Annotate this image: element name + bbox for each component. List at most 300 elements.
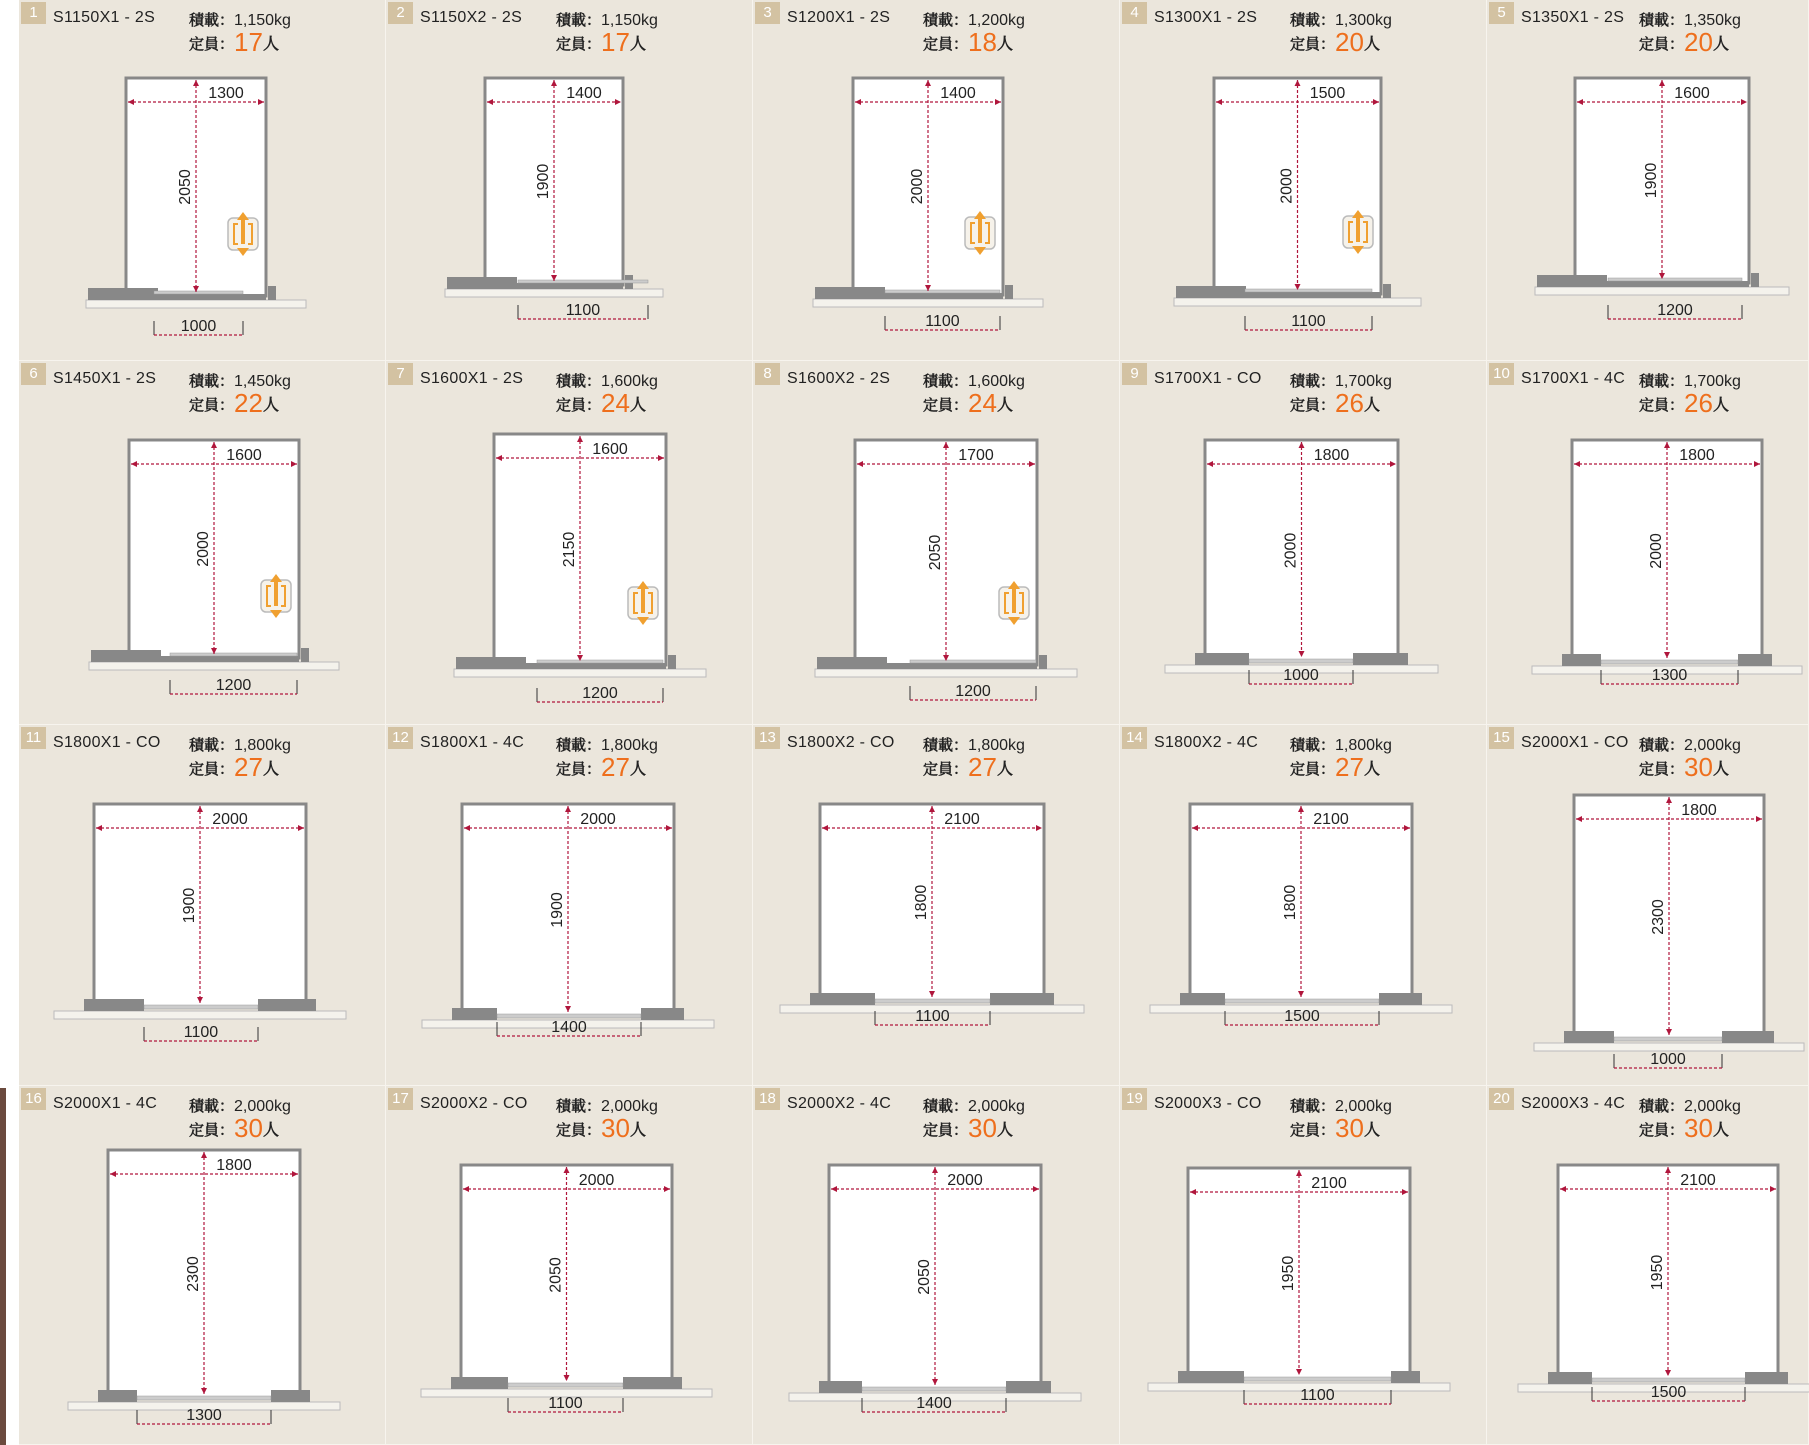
capacity-value: 27 bbox=[968, 752, 997, 782]
door-jamb-right bbox=[1005, 285, 1013, 299]
car-width-value: 1800 bbox=[1681, 802, 1717, 819]
model-code: S1700X1 - CO bbox=[1154, 370, 1262, 387]
door-jamb-right bbox=[668, 655, 676, 669]
load-value: 1,600kg bbox=[601, 373, 658, 390]
car-width-value: 2000 bbox=[578, 1172, 615, 1189]
car-floor-plan bbox=[386, 0, 753, 361]
load-label: 積載： bbox=[189, 11, 235, 29]
car-depth-value: 2050 bbox=[547, 1257, 565, 1293]
capacity-value: 30 bbox=[601, 1113, 630, 1143]
capacity-label: 定員： bbox=[1290, 396, 1336, 414]
car-floor-plan bbox=[386, 725, 753, 1086]
capacity-label: 定員： bbox=[923, 760, 969, 778]
model-code: S1450X1 - 2S bbox=[53, 370, 157, 387]
elevator-model-card bbox=[386, 361, 753, 725]
car-depth-value: 1950 bbox=[1280, 1255, 1297, 1292]
door-jamb-right bbox=[990, 993, 1054, 1005]
car-width-value: 1600 bbox=[592, 441, 628, 458]
load-label: 積載： bbox=[923, 11, 969, 29]
capacity-unit: 人 bbox=[996, 395, 1013, 414]
model-number-badge: 5 bbox=[1489, 2, 1514, 24]
model-number-badge: 1 bbox=[21, 2, 46, 24]
model-code: S1350X1 - 2S bbox=[1521, 9, 1625, 26]
door-open-arrow-icon bbox=[1343, 210, 1373, 254]
load-label: 積載： bbox=[1290, 1097, 1336, 1115]
door-jamb-right bbox=[623, 1377, 682, 1389]
capacity-label: 定員： bbox=[923, 1121, 969, 1139]
door-width-value: 1500 bbox=[1650, 1384, 1687, 1401]
door-width-value: 1100 bbox=[1300, 1387, 1335, 1404]
capacity-unit: 人 bbox=[1712, 1120, 1729, 1139]
car-width-value: 1600 bbox=[226, 447, 262, 464]
capacity-unit: 人 bbox=[1712, 759, 1729, 778]
car-width-value: 1700 bbox=[958, 447, 994, 464]
door-frame-bottom bbox=[815, 293, 1003, 299]
model-code: S1800X2 - 4C bbox=[1154, 734, 1259, 751]
load-label: 積載： bbox=[556, 372, 602, 390]
door-jamb-right bbox=[1738, 654, 1772, 666]
capacity-unit: 人 bbox=[262, 34, 279, 53]
door-panel bbox=[1225, 999, 1379, 1003]
car-floor-plan bbox=[386, 1086, 753, 1445]
door-jamb-left bbox=[1564, 1031, 1614, 1043]
elevator-model-card bbox=[753, 1086, 1120, 1445]
capacity-unit: 人 bbox=[629, 34, 646, 53]
model-code: S1800X2 - CO bbox=[787, 734, 895, 751]
elevator-model-card bbox=[1120, 725, 1487, 1086]
load-value: 1,600kg bbox=[968, 373, 1025, 390]
model-code: S1800X1 - 4C bbox=[420, 734, 525, 751]
elevator-model-card bbox=[386, 0, 753, 361]
door-panel bbox=[170, 653, 297, 656]
car-depth-value: 1900 bbox=[181, 887, 198, 924]
car-floor-plan bbox=[753, 361, 1120, 725]
door-panel bbox=[1608, 278, 1742, 281]
door-open-arrow-icon bbox=[965, 211, 995, 255]
landing-sill bbox=[454, 669, 706, 677]
door-jamb-right bbox=[1006, 1381, 1051, 1393]
car-floor-plan bbox=[19, 0, 386, 361]
door-width-value: 1100 bbox=[1291, 313, 1326, 330]
car-depth-value: 1800 bbox=[913, 884, 930, 921]
door-panel bbox=[1244, 1377, 1391, 1381]
car-width-value: 1500 bbox=[1309, 85, 1346, 102]
elevator-model-card bbox=[1120, 0, 1487, 361]
door-width-value: 1100 bbox=[925, 313, 960, 330]
model-code: S1600X2 - 2S bbox=[787, 370, 891, 387]
load-value: 2,000kg bbox=[1335, 1098, 1392, 1115]
load-label: 積載： bbox=[923, 736, 969, 754]
car-depth-value: 2050 bbox=[927, 534, 944, 571]
elevator-model-card bbox=[1487, 725, 1809, 1086]
landing-sill bbox=[813, 299, 1043, 307]
car-depth-value: 2000 bbox=[1278, 168, 1296, 204]
door-jamb-right bbox=[1391, 1371, 1420, 1383]
car-width-value: 2100 bbox=[944, 811, 980, 828]
capacity-label: 定員： bbox=[1290, 760, 1336, 778]
elevator-spec-grid bbox=[19, 0, 1809, 1445]
car-depth-value: 1900 bbox=[535, 163, 552, 200]
door-jamb-right bbox=[1353, 653, 1408, 665]
model-number-badge: 8 bbox=[755, 363, 780, 385]
door-panel bbox=[875, 999, 990, 1003]
load-label: 積載： bbox=[1639, 372, 1685, 390]
door-open-arrow-icon bbox=[999, 581, 1029, 625]
load-value: 1,800kg bbox=[968, 737, 1025, 754]
car-floor-plan bbox=[1487, 0, 1809, 361]
door-width-value: 1000 bbox=[180, 318, 217, 335]
car-depth-value: 1900 bbox=[549, 892, 566, 928]
model-number-badge: 20 bbox=[1489, 1088, 1514, 1110]
car-floor-plan bbox=[19, 1086, 386, 1445]
elevator-model-card bbox=[1487, 1086, 1809, 1445]
car-width-value: 2000 bbox=[947, 1172, 983, 1189]
car-depth-value: 2150 bbox=[561, 531, 578, 568]
car-floor-plan bbox=[1487, 361, 1809, 725]
model-number-badge: 16 bbox=[21, 1088, 46, 1110]
capacity-label: 定員： bbox=[189, 1121, 235, 1139]
door-panel bbox=[1249, 659, 1353, 663]
model-number-badge: 7 bbox=[388, 363, 413, 385]
car-depth-value: 2000 bbox=[195, 531, 212, 567]
car-floor-plan bbox=[1487, 1086, 1809, 1445]
door-jamb-left bbox=[810, 993, 875, 1005]
model-number-badge: 13 bbox=[755, 727, 780, 749]
load-label: 積載： bbox=[189, 372, 235, 390]
capacity-unit: 人 bbox=[1363, 34, 1380, 53]
landing-sill bbox=[1148, 1383, 1450, 1391]
model-code: S1200X1 - 2S bbox=[787, 9, 891, 26]
door-jamb-right bbox=[301, 648, 309, 662]
capacity-label: 定員： bbox=[189, 396, 235, 414]
capacity-label: 定員： bbox=[1290, 35, 1336, 53]
door-width-value: 1500 bbox=[1284, 1008, 1320, 1025]
elevator-model-card bbox=[386, 725, 753, 1086]
load-label: 積載： bbox=[189, 736, 235, 754]
door-frame-bottom bbox=[1537, 281, 1749, 287]
car-width-value: 2100 bbox=[1313, 811, 1349, 828]
landing-sill bbox=[445, 289, 663, 297]
model-code: S2000X2 - 4C bbox=[787, 1095, 892, 1112]
door-frame-bottom bbox=[456, 663, 666, 669]
capacity-label: 定員： bbox=[556, 1121, 602, 1139]
door-width-value: 1400 bbox=[551, 1019, 587, 1036]
door-frame-bottom bbox=[817, 663, 1037, 669]
door-jamb-left bbox=[1562, 654, 1601, 666]
model-code: S2000X3 - CO bbox=[1154, 1095, 1262, 1112]
elevator-model-card bbox=[1487, 0, 1809, 361]
capacity-value: 27 bbox=[234, 752, 263, 782]
car-depth-value: 1800 bbox=[1282, 884, 1299, 921]
door-width-value: 1200 bbox=[955, 683, 991, 700]
door-jamb-right bbox=[641, 1008, 684, 1020]
load-label: 積載： bbox=[1639, 11, 1685, 29]
door-open-arrow-icon bbox=[628, 581, 658, 625]
capacity-label: 定員： bbox=[1639, 1121, 1685, 1139]
car-width-value: 1800 bbox=[216, 1157, 252, 1174]
capacity-value: 27 bbox=[1335, 752, 1364, 782]
car-floor-plan bbox=[1120, 725, 1487, 1086]
model-number-badge: 19 bbox=[1122, 1088, 1147, 1110]
capacity-label: 定員： bbox=[189, 760, 235, 778]
door-jamb-left bbox=[1195, 653, 1249, 665]
capacity-value: 30 bbox=[234, 1113, 263, 1143]
load-label: 積載： bbox=[556, 11, 602, 29]
capacity-value: 30 bbox=[968, 1113, 997, 1143]
capacity-unit: 人 bbox=[1363, 1120, 1380, 1139]
model-number-badge: 14 bbox=[1122, 727, 1147, 749]
door-jamb-left bbox=[1178, 1371, 1244, 1383]
capacity-label: 定員： bbox=[923, 35, 969, 53]
elevator-model-card bbox=[386, 1086, 753, 1445]
load-value: 1,450kg bbox=[234, 373, 291, 390]
door-open-arrow-icon bbox=[261, 574, 291, 618]
load-value: 2,000kg bbox=[601, 1098, 658, 1115]
model-code: S1700X1 - 4C bbox=[1521, 370, 1626, 387]
door-jamb-left bbox=[1180, 993, 1225, 1005]
door-frame-bottom bbox=[88, 294, 266, 300]
model-number-badge: 12 bbox=[388, 727, 413, 749]
door-panel bbox=[1601, 660, 1738, 664]
load-value: 2,000kg bbox=[968, 1098, 1025, 1115]
capacity-value: 20 bbox=[1684, 27, 1713, 57]
load-label: 積載： bbox=[1639, 1097, 1685, 1115]
model-code: S2000X1 - 4C bbox=[53, 1095, 158, 1112]
landing-sill bbox=[1174, 298, 1421, 306]
door-width-value: 1200 bbox=[1657, 302, 1693, 319]
door-jamb-left bbox=[84, 999, 144, 1011]
door-jamb-right bbox=[1383, 284, 1391, 298]
door-width-value: 1100 bbox=[915, 1008, 950, 1025]
door-width-value: 1100 bbox=[548, 1395, 583, 1412]
elevator-model-card bbox=[19, 1086, 386, 1445]
door-jamb-right bbox=[258, 999, 316, 1011]
load-value: 1,800kg bbox=[1335, 737, 1392, 754]
door-jamb-right bbox=[268, 286, 276, 300]
car-floor-plan bbox=[753, 1086, 1120, 1445]
capacity-value: 26 bbox=[1684, 388, 1713, 418]
door-panel bbox=[497, 1014, 641, 1018]
capacity-value: 18 bbox=[968, 27, 997, 57]
model-code: S1800X1 - CO bbox=[53, 734, 161, 751]
landing-sill bbox=[86, 300, 306, 308]
car-floor-plan bbox=[19, 361, 386, 725]
load-label: 積載： bbox=[556, 1097, 602, 1115]
door-panel bbox=[1245, 289, 1372, 292]
model-code: S2000X2 - CO bbox=[420, 1095, 528, 1112]
elevator-model-card bbox=[753, 0, 1120, 361]
load-value: 2,000kg bbox=[234, 1098, 291, 1115]
door-jamb-left bbox=[452, 1008, 497, 1020]
door-frame-bottom bbox=[1176, 292, 1381, 298]
door-panel bbox=[537, 660, 663, 663]
landing-sill bbox=[1534, 1043, 1804, 1051]
capacity-value: 26 bbox=[1335, 388, 1364, 418]
model-code: S1150X1 - 2S bbox=[53, 9, 156, 26]
capacity-value: 24 bbox=[601, 388, 630, 418]
door-width-value: 1100 bbox=[565, 302, 601, 319]
door-panel bbox=[885, 290, 1000, 293]
load-label: 積載： bbox=[556, 736, 602, 754]
elevator-model-card bbox=[1120, 361, 1487, 725]
door-width-value: 1000 bbox=[1650, 1051, 1686, 1068]
model-code: S2000X3 - 4C bbox=[1521, 1095, 1626, 1112]
door-width-value: 1100 bbox=[183, 1024, 219, 1041]
door-width-value: 1200 bbox=[582, 685, 618, 702]
car-floor-plan bbox=[386, 361, 753, 725]
load-value: 1,700kg bbox=[1684, 373, 1741, 390]
load-label: 積載： bbox=[1639, 736, 1685, 754]
capacity-unit: 人 bbox=[629, 1120, 646, 1139]
load-label: 積載： bbox=[923, 1097, 969, 1115]
door-jamb-left bbox=[98, 1390, 137, 1402]
door-jamb-left bbox=[451, 1377, 508, 1389]
car-width-value: 2000 bbox=[212, 811, 248, 828]
load-value: 1,150kg bbox=[601, 12, 658, 29]
door-width-value: 1300 bbox=[1651, 667, 1688, 684]
door-width-value: 1200 bbox=[215, 677, 252, 694]
car-width-value: 1800 bbox=[1313, 447, 1350, 464]
model-number-badge: 4 bbox=[1122, 2, 1147, 24]
load-value: 1,800kg bbox=[234, 737, 291, 754]
door-jamb-right bbox=[271, 1390, 310, 1402]
door-panel bbox=[1592, 1378, 1745, 1382]
capacity-unit: 人 bbox=[262, 395, 279, 414]
car-depth-value: 2050 bbox=[916, 1259, 933, 1295]
load-value: 1,200kg bbox=[968, 12, 1025, 29]
door-jamb-left bbox=[819, 1381, 862, 1393]
model-code: S1600X1 - 2S bbox=[420, 370, 524, 387]
car-floor-plan bbox=[753, 0, 1120, 361]
load-label: 積載： bbox=[923, 372, 969, 390]
car-depth-value: 1950 bbox=[1649, 1254, 1666, 1291]
elevator-model-card bbox=[1487, 361, 1809, 725]
capacity-unit: 人 bbox=[996, 1120, 1013, 1139]
door-jamb-right bbox=[1039, 655, 1047, 669]
capacity-label: 定員： bbox=[189, 35, 235, 53]
door-panel bbox=[144, 1005, 258, 1009]
load-value: 1,350kg bbox=[1684, 12, 1741, 29]
landing-sill bbox=[54, 1011, 346, 1019]
capacity-unit: 人 bbox=[262, 759, 279, 778]
load-value: 1,800kg bbox=[601, 737, 658, 754]
door-frame-bottom bbox=[91, 656, 299, 662]
model-code: S2000X1 - CO bbox=[1521, 734, 1629, 751]
capacity-unit: 人 bbox=[1363, 759, 1380, 778]
load-value: 1,300kg bbox=[1335, 12, 1392, 29]
capacity-label: 定員： bbox=[1639, 396, 1685, 414]
door-width-value: 1000 bbox=[1283, 667, 1319, 684]
model-number-badge: 15 bbox=[1489, 727, 1514, 749]
capacity-value: 17 bbox=[601, 27, 630, 57]
model-number-badge: 2 bbox=[388, 2, 413, 24]
capacity-label: 定員： bbox=[556, 396, 602, 414]
car-width-value: 1400 bbox=[566, 85, 602, 102]
car-floor-plan bbox=[1487, 725, 1809, 1086]
model-code: S1300X1 - 2S bbox=[1154, 9, 1258, 26]
capacity-value: 17 bbox=[234, 27, 263, 57]
door-panel bbox=[508, 1383, 623, 1387]
capacity-unit: 人 bbox=[1363, 395, 1380, 414]
elevator-model-card bbox=[753, 361, 1120, 725]
door-jamb-right bbox=[1751, 273, 1759, 287]
door-jamb-right bbox=[1379, 993, 1422, 1005]
car-width-value: 2100 bbox=[1680, 1172, 1716, 1189]
landing-sill bbox=[1535, 287, 1789, 295]
car-floor-plan bbox=[1120, 1086, 1487, 1445]
model-number-badge: 3 bbox=[755, 2, 780, 24]
car-floor-plan bbox=[753, 725, 1120, 1086]
model-number-badge: 10 bbox=[1489, 363, 1514, 385]
car-floor-plan bbox=[1120, 361, 1487, 725]
car-width-value: 1300 bbox=[208, 85, 244, 102]
door-width-value: 1400 bbox=[916, 1395, 952, 1412]
car-depth-value: 2050 bbox=[177, 169, 194, 205]
door-panel bbox=[1614, 1037, 1722, 1041]
load-label: 積載： bbox=[189, 1097, 235, 1115]
load-value: 2,000kg bbox=[1684, 1098, 1741, 1115]
door-jamb-right bbox=[1722, 1031, 1774, 1043]
load-value: 1,700kg bbox=[1335, 373, 1392, 390]
car-wall bbox=[462, 804, 674, 1016]
capacity-unit: 人 bbox=[996, 34, 1013, 53]
door-panel bbox=[154, 291, 243, 294]
elevator-model-card bbox=[19, 361, 386, 725]
car-width-value: 1600 bbox=[1674, 85, 1710, 102]
door-panel bbox=[137, 1396, 271, 1400]
capacity-unit: 人 bbox=[1712, 34, 1729, 53]
door-width-value: 1300 bbox=[186, 1407, 222, 1424]
capacity-value: 24 bbox=[968, 388, 997, 418]
car-depth-value: 2300 bbox=[1650, 899, 1667, 935]
capacity-value: 30 bbox=[1684, 1113, 1713, 1143]
model-code: S1150X2 - 2S bbox=[420, 9, 523, 26]
door-jamb-left bbox=[1548, 1372, 1592, 1384]
load-value: 1,150kg bbox=[234, 12, 291, 29]
car-depth-value: 2000 bbox=[909, 168, 926, 205]
load-label: 積載： bbox=[1290, 11, 1336, 29]
model-number-badge: 17 bbox=[388, 1088, 413, 1110]
door-panel bbox=[518, 280, 648, 283]
car-width-value: 2100 bbox=[1311, 1175, 1347, 1192]
capacity-unit: 人 bbox=[629, 759, 646, 778]
capacity-label: 定員： bbox=[1639, 35, 1685, 53]
load-label: 積載： bbox=[1290, 372, 1336, 390]
car-depth-value: 2300 bbox=[185, 1256, 202, 1292]
model-number-badge: 6 bbox=[21, 363, 46, 385]
car-depth-value: 2000 bbox=[1648, 533, 1665, 569]
capacity-label: 定員： bbox=[556, 35, 602, 53]
door-open-arrow-icon bbox=[228, 212, 258, 256]
model-number-badge: 9 bbox=[1122, 363, 1147, 385]
capacity-value: 27 bbox=[601, 752, 630, 782]
elevator-model-card bbox=[753, 725, 1120, 1086]
load-value: 2,000kg bbox=[1684, 737, 1741, 754]
elevator-model-card bbox=[19, 725, 386, 1086]
car-floor-plan bbox=[19, 725, 386, 1086]
capacity-label: 定員： bbox=[1290, 1121, 1336, 1139]
landing-sill bbox=[89, 662, 339, 670]
car-width-value: 1400 bbox=[940, 85, 976, 102]
car-width-value: 1800 bbox=[1679, 447, 1715, 464]
car-depth-value: 1900 bbox=[1643, 162, 1660, 199]
capacity-value: 30 bbox=[1684, 752, 1713, 782]
capacity-unit: 人 bbox=[262, 1120, 279, 1139]
car-depth-value: 2000 bbox=[1282, 532, 1300, 569]
door-panel bbox=[910, 660, 1036, 663]
car-floor-plan bbox=[1120, 0, 1487, 361]
load-label: 積載： bbox=[1290, 736, 1336, 754]
